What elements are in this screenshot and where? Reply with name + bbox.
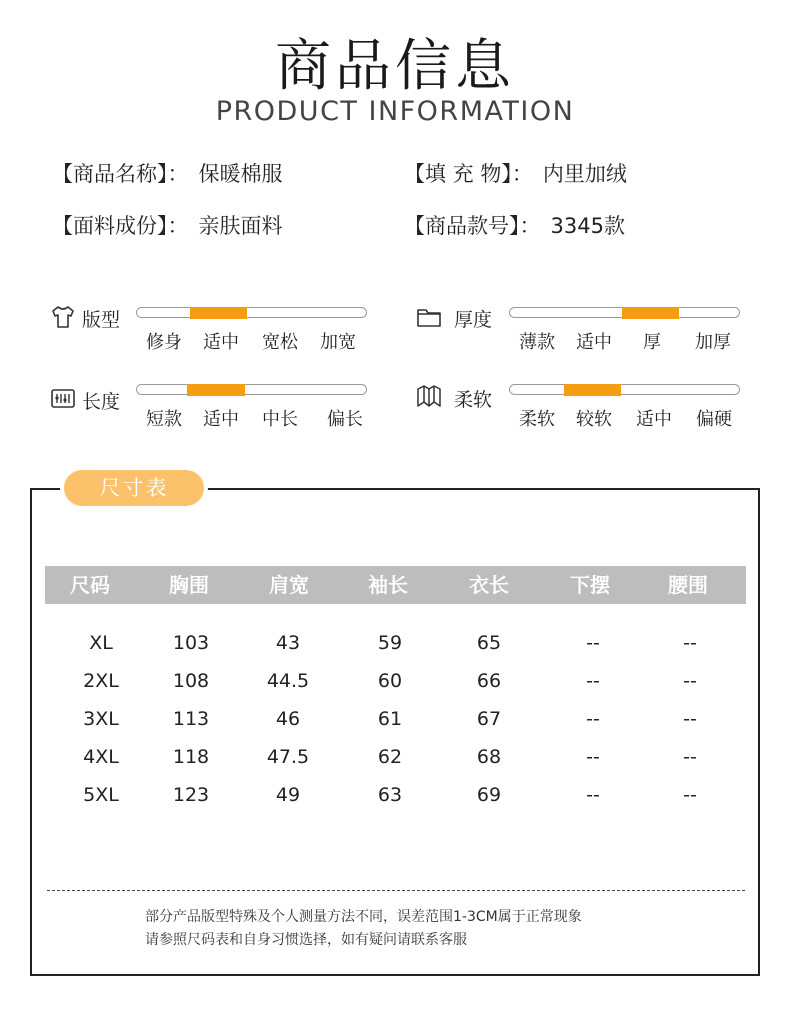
length-track (136, 384, 367, 395)
softness-track (509, 384, 740, 395)
table-cell: 63 (377, 784, 403, 806)
size-table-tab: 尺寸表 (64, 470, 204, 506)
option-label: 柔软 (519, 409, 555, 430)
ruler-length-icon (50, 386, 76, 412)
thickness-track (509, 307, 740, 318)
option-label: 适中 (576, 332, 612, 353)
page-title: 商品信息 (275, 34, 515, 99)
size-note: 请参照尺码表和自身习惯选择，如有疑问请联系客服 (145, 932, 467, 948)
option-label: 中长 (262, 409, 298, 430)
table-cell: 43 (275, 632, 301, 654)
size-table-header (45, 566, 746, 604)
table-cell: 5XL (83, 784, 119, 806)
table-cell: XL (89, 632, 113, 654)
table-cell: -- (683, 632, 697, 654)
attr-label: 长度 (82, 391, 121, 413)
softness-indicator (564, 384, 621, 396)
table-cell: 44.5 (266, 670, 310, 692)
table-row (0, 628, 790, 658)
table-cell: 118 (172, 746, 210, 768)
option-label: 厚 (643, 332, 661, 353)
option-label: 偏硬 (696, 409, 732, 430)
info-value: 亲肤面料 (198, 214, 283, 238)
attr-label: 厚度 (454, 309, 493, 331)
table-cell: 3XL (83, 708, 119, 730)
option-label: 薄款 (519, 332, 555, 353)
table-cell: 46 (275, 708, 301, 730)
option-label: 短款 (146, 409, 182, 430)
table-row (0, 780, 790, 810)
info-value: 保暖棉服 (198, 162, 283, 186)
info-label: 【填 充 物】： (404, 162, 533, 186)
table-cell: 113 (172, 708, 210, 730)
page-subtitle: PRODUCT INFORMATION (215, 96, 575, 127)
divider (47, 890, 745, 891)
column-header: 衣长 (469, 573, 509, 597)
info-value: 3345款 (550, 214, 625, 238)
table-cell: -- (683, 784, 697, 806)
info-label: 【商品款号】： (404, 214, 541, 238)
table-cell: 59 (377, 632, 403, 654)
attr-label: 柔软 (454, 389, 493, 411)
table-cell: 123 (172, 784, 210, 806)
size-note: 部分产品版型特殊及个人测量方法不同，误差范围1-3CM属于正常现象 (145, 909, 582, 925)
info-fabric (52, 210, 283, 240)
table-cell: -- (683, 746, 697, 768)
info-label: 【面料成份】： (52, 214, 189, 238)
option-label: 加厚 (695, 332, 731, 353)
option-label: 适中 (636, 409, 672, 430)
table-row (0, 742, 790, 772)
column-header: 下摆 (570, 573, 610, 597)
table-cell: 66 (476, 670, 502, 692)
option-label: 适中 (203, 409, 239, 430)
table-cell: -- (586, 632, 600, 654)
column-header: 肩宽 (269, 573, 309, 597)
thickness-indicator (622, 307, 679, 319)
column-header: 袖长 (368, 573, 408, 597)
table-cell: -- (586, 670, 600, 692)
table-row (0, 666, 790, 696)
table-cell: 108 (172, 670, 210, 692)
table-cell: -- (683, 670, 697, 692)
option-label: 宽松 (262, 332, 298, 353)
option-label: 修身 (146, 332, 182, 353)
column-header: 腰围 (668, 573, 708, 597)
table-cell: -- (586, 784, 600, 806)
info-filling (404, 158, 627, 188)
fit-track (136, 307, 367, 318)
table-cell: 61 (377, 708, 403, 730)
table-cell: 69 (476, 784, 502, 806)
table-cell: 62 (377, 746, 403, 768)
table-cell: 47.5 (266, 746, 310, 768)
info-label: 【商品名称】： (52, 162, 189, 186)
info-style-number (404, 210, 625, 240)
table-row (0, 704, 790, 734)
info-product-name (52, 158, 283, 188)
option-label: 较软 (576, 409, 612, 430)
table-cell: -- (586, 708, 600, 730)
length-indicator (187, 384, 245, 396)
info-value: 内里加绒 (542, 162, 627, 186)
table-cell: 67 (476, 708, 502, 730)
folder-icon (416, 304, 442, 330)
table-cell: 49 (275, 784, 301, 806)
table-cell: 65 (476, 632, 502, 654)
attr-label: 版型 (82, 309, 121, 331)
table-cell: 4XL (83, 746, 119, 768)
table-cell: 60 (377, 670, 403, 692)
table-cell: 103 (172, 632, 210, 654)
table-cell: 2XL (83, 670, 119, 692)
option-label: 加宽 (320, 332, 356, 353)
option-label: 偏长 (327, 409, 363, 430)
table-cell: 68 (476, 746, 502, 768)
fit-indicator (190, 307, 247, 319)
column-header: 尺码 (70, 573, 110, 597)
column-header: 胸围 (169, 573, 209, 597)
table-cell: -- (586, 746, 600, 768)
fabric-softness-icon (416, 384, 442, 410)
option-label: 适中 (203, 332, 239, 353)
table-cell: -- (683, 708, 697, 730)
tshirt-icon (50, 304, 76, 330)
